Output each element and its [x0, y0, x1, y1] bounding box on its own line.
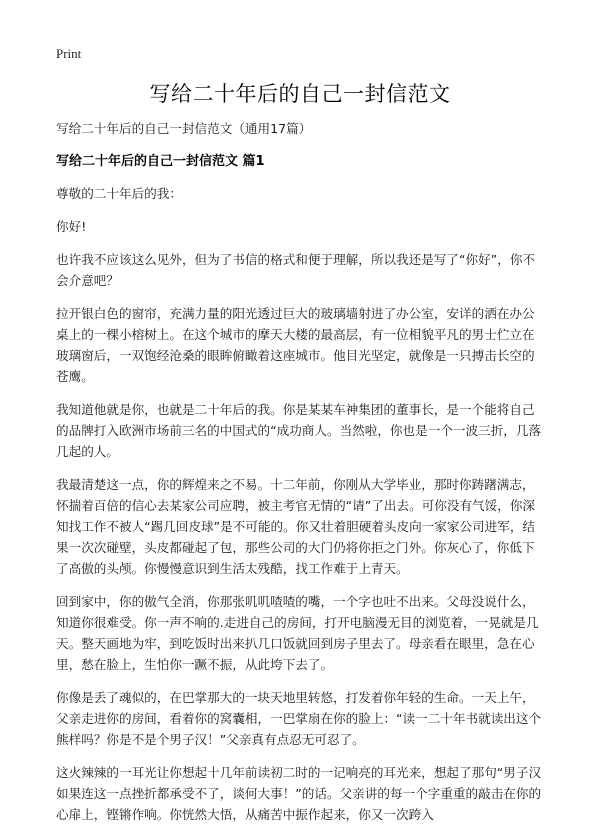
- print-link[interactable]: Print: [56, 46, 82, 61]
- body-paragraph: 也许我不应该这么见外，但为了书信的格式和便于理解，所以我还是写了“你好”，你不会介意吧？: [56, 252, 536, 288]
- article-body: [56, 118, 544, 837]
- section-heading: 写给二十年后的自己一封信范文 篇1: [56, 154, 265, 169]
- body-paragraph: 你像是丢了魂似的，在巴掌那大的一块天地里转悠，打发着你年轻的生命。一天上午，父亲走进你的房间，看着你的窝囊相，一巴掌扇在你的脸上：“读一二十年书就读出这个熊样吗？你是不是个男子汉！”父亲真有点忍无可忍了。: [56, 690, 542, 747]
- article-subtitle: 写给二十年后的自己一封信范文（通用17篇）: [56, 121, 312, 136]
- body-paragraph: 回到家中，你的傲气全消，你那张叽叽喳喳的嘴，一个字也吐不出来。父母没说什么，知道你很难受。你一声不响的.走进自己的房间，打开电脑漫无目的浏览着，一晃就是几天。整天画地为牢，到吃饭时出来扒几口饭就回到房子里去了。母亲看在眼里，急在心里，愁在脸上，生怕你一蹶不振，从此垮下去了。: [56, 594, 539, 672]
- body-paragraph: 我知道他就是你，也就是二十年后的我。你是某某车神集团的董事长，是一个能将自己的品牌打入欧洲市场前三名的中国式的“成功商人。当然啦，你也是一个一波三折，几落几起的人。: [56, 402, 542, 459]
- page-title: 写给二十年后的自己一封信范文: [149, 82, 451, 106]
- body-paragraph: 我最清楚这一点，你的辉煌来之不易。十二年前，你刚从大学毕业，那时你踌躇满志，怀揣着百倍的信心去某家公司应聘，被主考官无情的“请”了出去。可你没有气馁，你深知找工作不被人“踢几回皮球”是不可能的。你又壮着胆硬着头皮向一家家公司进军，结果一次次碰壁，头皮都碰起了包，那些公司的大门仍将你拒之门外。你灰心了，你低下了高傲的头颅。你慢慢意识到生活太残酷，找工作难于上青天。: [56, 477, 536, 576]
- greeting: 你好!: [56, 219, 87, 234]
- salutation: 尊敬的二十年后的我：: [56, 186, 182, 201]
- body-paragraph: 拉开银白色的窗帘，充满力量的阳光透过巨大的玻璃墙射进了办公室，安详的洒在办公桌上的一棵小榕树上。在这个城市的摩天大楼的最高层，有一位相貌平凡的男士伫立在玻璃窗后，一双饱经沧桑的眼眸俯瞰着这座城市。他目光坚定，就像是一只搏击长空的苍鹰。: [56, 306, 535, 384]
- body-paragraph: 这火辣辣的一耳光让你想起十几年前读初二时的一记响亮的耳光来，想起了那句“男子汉如果连这一点挫折都承受不了，谈何大事！”的话。父亲讲的每一个字重重的敲击在你的心扉上，铿锵作响。你恍然大悟，从痛苦中振作起来，你又一次跨入: [56, 765, 542, 822]
